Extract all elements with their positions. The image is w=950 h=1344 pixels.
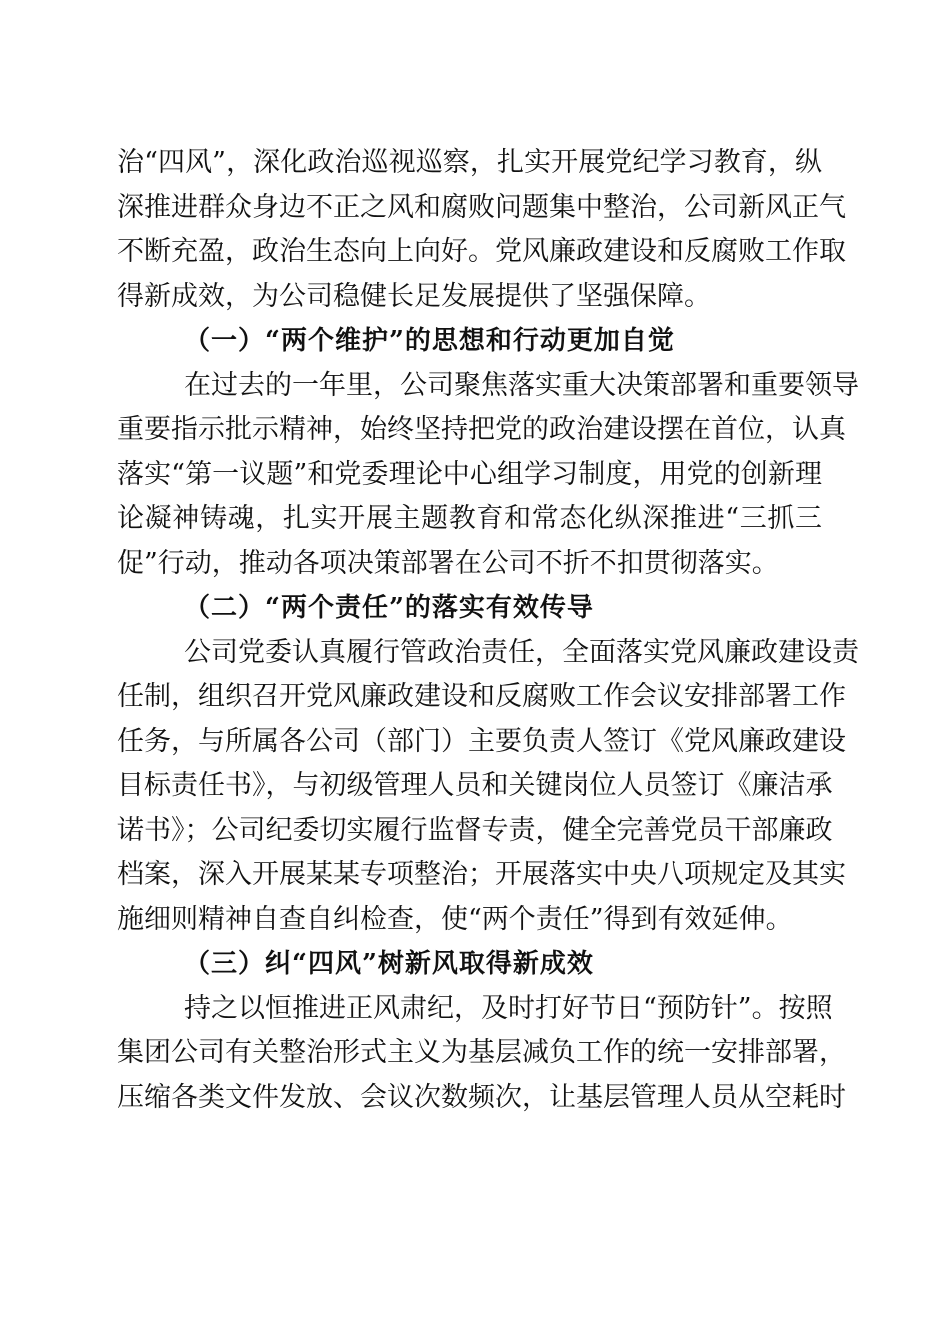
paragraph-line: 得新成效，为公司稳健长足发展提供了坚强保障。 (117, 281, 711, 312)
paragraph-line: 档案，深入开展某某专项整治；开展落实中央八项规定及其实 (117, 859, 846, 890)
paragraph-line: 诺书》；公司纪委切实履行监督专责，健全完善党员干部廉政 (117, 815, 833, 846)
paragraph-line: 治“四风”，深化政治巡视巡察，扎实开展党纪学习教育，纵 (117, 147, 822, 178)
paragraph-first-line: 持之以恒推进正风肃纪，及时打好节日“预防针”。按照 (184, 993, 833, 1024)
paragraph-line: 集团公司有关整治形式主义为基层减负工作的统一安排部署， (117, 1037, 846, 1068)
paragraph-line: 深推进群众身边不正之风和腐败问题集中整治，公司新风正气 (117, 192, 846, 223)
paragraph-line: 任务，与所属各公司（部门）主要负责人签订《党风廉政建设 (117, 726, 846, 757)
paragraph-line: 落实“第一议题”和党委理论中心组学习制度，用党的创新理 (117, 459, 822, 490)
paragraph-line: 促”行动，推动各项决策部署在公司不折不扣贯彻落实。 (117, 548, 779, 579)
paragraph-line: 任制，组织召开党风廉政建设和反腐败工作会议安排部署工作 (117, 681, 846, 712)
paragraph-line: 施细则精神自查自纠检查，使“两个责任”得到有效延伸。 (117, 904, 793, 935)
paragraph-line: 论凝神铸魂，扎实开展主题教育和常态化纵深推进“三抓三 (117, 503, 822, 534)
section-heading-1: （一）“两个维护”的思想和行动更加自觉 (184, 326, 675, 356)
paragraph-line: 目标责任书》，与初级管理人员和关键岗位人员签订《廉洁承 (117, 770, 833, 801)
paragraph-first-line: 在过去的一年里，公司聚焦落实重大决策部署和重要领导 (184, 370, 859, 401)
paragraph-first-line: 公司党委认真履行管政治责任，全面落实党风廉政建设责 (184, 637, 859, 668)
paragraph-line: 重要指示批示精神，始终坚持把党的政治建设摆在首位，认真 (117, 414, 846, 445)
paragraph-line: 压缩各类文件发放、会议次数频次，让基层管理人员从空耗时 (117, 1082, 846, 1113)
paragraph-line: 不断充盈，政治生态向上向好。党风廉政建设和反腐败工作取 (117, 236, 846, 267)
section-heading-2: （二）“两个责任”的落实有效传导 (184, 593, 594, 623)
section-heading-3: （三）纠“四风”树新风取得新成效 (184, 949, 594, 979)
